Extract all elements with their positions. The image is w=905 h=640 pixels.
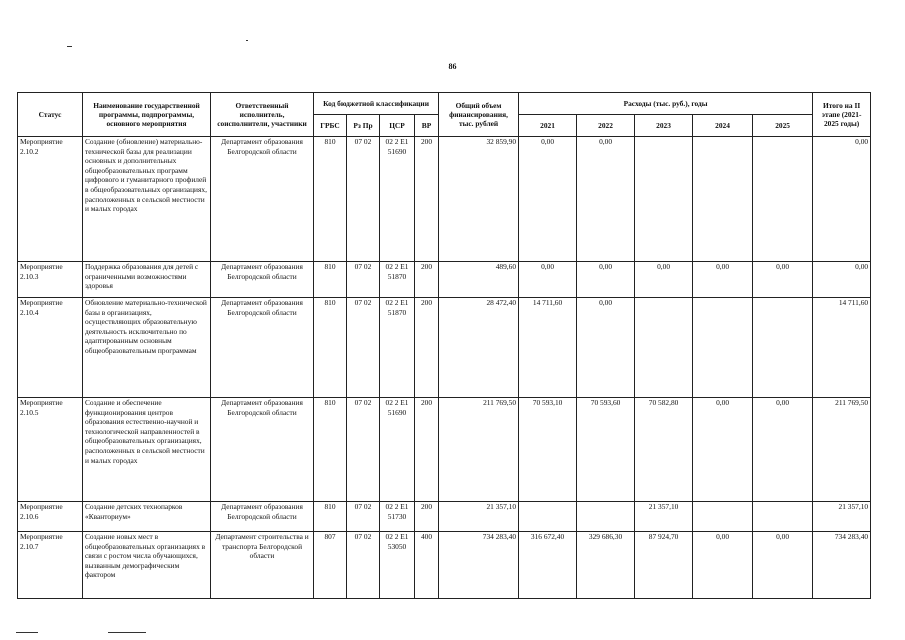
cell-2021: 0,00 bbox=[519, 262, 577, 298]
cell-stage-total: 21 357,10 bbox=[813, 502, 871, 532]
cell-csr: 02 2 E1 53050 bbox=[380, 532, 415, 599]
cell-grbs: 810 bbox=[314, 398, 347, 502]
table-row bbox=[18, 137, 871, 262]
cell-name: Поддержка образования для детей с ограниченными возможностями здоровья bbox=[83, 262, 211, 298]
page-number: 86 bbox=[448, 62, 457, 71]
cell-vr: 200 bbox=[415, 262, 439, 298]
header-year-2024: 2024 bbox=[693, 115, 753, 137]
cell-2021: 316 672,40 bbox=[519, 532, 577, 599]
header-executor: Ответственный исполнитель, соисполнители, участники bbox=[211, 93, 314, 137]
cell-status: Мероприятие 2.10.7 bbox=[18, 532, 83, 599]
cell-2024: 0,00 bbox=[693, 398, 753, 502]
cell-2022: 0,00 bbox=[577, 137, 635, 262]
cell-total: 489,60 bbox=[439, 262, 519, 298]
cell-executor: Департамент образования Белгородской области bbox=[211, 137, 314, 262]
cell-status: Мероприятие 2.10.2 bbox=[18, 137, 83, 262]
scan-mark-top-center bbox=[246, 40, 248, 41]
cell-executor: Департамент строительства и транспорта Белгородской области bbox=[211, 532, 314, 599]
cell-grbs: 810 bbox=[314, 262, 347, 298]
cell-grbs: 810 bbox=[314, 298, 347, 398]
cell-total: 21 357,10 bbox=[439, 502, 519, 532]
cell-stage-total: 0,00 bbox=[813, 262, 871, 298]
cell-vr: 200 bbox=[415, 502, 439, 532]
cell-total: 32 859,90 bbox=[439, 137, 519, 262]
cell-csr: 02 2 E1 51690 bbox=[380, 137, 415, 262]
cell-total: 28 472,40 bbox=[439, 298, 519, 398]
cell-vr: 200 bbox=[415, 137, 439, 262]
header-year-2025: 2025 bbox=[753, 115, 813, 137]
header-vr: ВР bbox=[415, 115, 439, 137]
cell-status: Мероприятие 2.10.3 bbox=[18, 262, 83, 298]
cell-rz-pr: 07 02 bbox=[347, 262, 380, 298]
header-expenses: Расходы (тыс. руб.), годы bbox=[519, 93, 813, 115]
cell-2023: 70 582,80 bbox=[635, 398, 693, 502]
header-csr: ЦСР bbox=[380, 115, 415, 137]
cell-2024: 0,00 bbox=[693, 532, 753, 599]
cell-stage-total: 0,00 bbox=[813, 137, 871, 262]
cell-2023: 87 924,70 bbox=[635, 532, 693, 599]
cell-name: Создание (обновление) материально-технической базы для реализации основных и дополнительных общеобразовательных программ цифрового и гуманитарного профилей в общеобразовательных организациях, расположенных в сельской местности и малых городах bbox=[83, 137, 211, 262]
cell-executor: Департамент образования Белгородской области bbox=[211, 398, 314, 502]
cell-executor: Департамент образования Белгородской области bbox=[211, 262, 314, 298]
cell-executor: Департамент образования Белгородской области bbox=[211, 298, 314, 398]
cell-2025: 0,00 bbox=[753, 532, 813, 599]
cell-2021: 14 711,60 bbox=[519, 298, 577, 398]
table-row bbox=[18, 262, 871, 298]
header-year-2022: 2022 bbox=[577, 115, 635, 137]
table-row bbox=[18, 298, 871, 398]
cell-rz-pr: 07 02 bbox=[347, 398, 380, 502]
cell-name: Создание и обеспечение функционирования центров образования естественно-научной и технологической направленностей в общеобразовательных организациях, расположенных в сельской местности и малых городах bbox=[83, 398, 211, 502]
scan-mark-bottom-left-2 bbox=[108, 632, 146, 633]
cell-2023 bbox=[635, 137, 693, 262]
table-row bbox=[18, 398, 871, 502]
cell-total: 211 769,50 bbox=[439, 398, 519, 502]
cell-2024 bbox=[693, 137, 753, 262]
cell-2022: 329 686,30 bbox=[577, 532, 635, 599]
cell-2024 bbox=[693, 298, 753, 398]
table-row bbox=[18, 532, 871, 599]
cell-vr: 200 bbox=[415, 298, 439, 398]
cell-csr: 02 2 E1 51730 bbox=[380, 502, 415, 532]
scan-mark-bottom-left bbox=[16, 632, 38, 633]
cell-stage-total: 734 283,40 bbox=[813, 532, 871, 599]
header-year-2021: 2021 bbox=[519, 115, 577, 137]
cell-2025 bbox=[753, 137, 813, 262]
cell-2021: 70 593,10 bbox=[519, 398, 577, 502]
cell-rz-pr: 07 02 bbox=[347, 502, 380, 532]
cell-name: Обновление материально-технической базы в организациях, осуществляющих образовательную деятельность исключительно по адаптированным основным общеобразовательным программам bbox=[83, 298, 211, 398]
cell-rz-pr: 07 02 bbox=[347, 298, 380, 398]
header-total-volume: Общий объем финансирования, тыс. рублей bbox=[439, 93, 519, 137]
cell-total: 734 283,40 bbox=[439, 532, 519, 599]
cell-executor: Департамент образования Белгородской области bbox=[211, 502, 314, 532]
cell-status: Мероприятие 2.10.6 bbox=[18, 502, 83, 532]
header-budget-code: Код бюджетной классификации bbox=[314, 93, 439, 115]
cell-2022: 0,00 bbox=[577, 298, 635, 398]
cell-status: Мероприятие 2.10.5 bbox=[18, 398, 83, 502]
cell-csr: 02 2 E1 51870 bbox=[380, 262, 415, 298]
cell-2025: 0,00 bbox=[753, 398, 813, 502]
cell-stage-total: 14 711,60 bbox=[813, 298, 871, 398]
cell-2022 bbox=[577, 502, 635, 532]
cell-2021: 0,00 bbox=[519, 137, 577, 262]
cell-2023: 21 357,10 bbox=[635, 502, 693, 532]
cell-2025: 0,00 bbox=[753, 262, 813, 298]
table-row bbox=[18, 502, 871, 532]
header-rz-pr: Рз Пр bbox=[347, 115, 380, 137]
cell-2022: 70 593,60 bbox=[577, 398, 635, 502]
cell-2023 bbox=[635, 298, 693, 398]
cell-grbs: 810 bbox=[314, 137, 347, 262]
cell-vr: 200 bbox=[415, 398, 439, 502]
cell-csr: 02 2 E1 51870 bbox=[380, 298, 415, 398]
cell-2023: 0,00 bbox=[635, 262, 693, 298]
header-year-2023: 2023 bbox=[635, 115, 693, 137]
cell-2024 bbox=[693, 502, 753, 532]
cell-2025 bbox=[753, 502, 813, 532]
cell-2021 bbox=[519, 502, 577, 532]
cell-csr: 02 2 E1 51690 bbox=[380, 398, 415, 502]
header-status: Статус bbox=[18, 93, 83, 137]
cell-stage-total: 211 769,50 bbox=[813, 398, 871, 502]
cell-2022: 0,00 bbox=[577, 262, 635, 298]
cell-name: Создание новых мест в общеобразовательных организациях в связи с ростом числа обучающихся, вызванным демографическим фактором bbox=[83, 532, 211, 599]
cell-rz-pr: 07 02 bbox=[347, 532, 380, 599]
cell-vr: 400 bbox=[415, 532, 439, 599]
header-grbs: ГРБС bbox=[314, 115, 347, 137]
header-name: Наименование государственной программы, подпрограммы, основного мероприятия bbox=[83, 93, 211, 137]
cell-2024: 0,00 bbox=[693, 262, 753, 298]
scan-mark-top-left bbox=[67, 46, 72, 47]
cell-2025 bbox=[753, 298, 813, 398]
cell-grbs: 810 bbox=[314, 502, 347, 532]
cell-name: Создание детских технопарков «Кванториум» bbox=[83, 502, 211, 532]
budget-table bbox=[17, 92, 871, 599]
header-stage-total: Итого на II этапе (2021-2025 годы) bbox=[813, 93, 871, 137]
cell-rz-pr: 07 02 bbox=[347, 137, 380, 262]
cell-status: Мероприятие 2.10.4 bbox=[18, 298, 83, 398]
cell-grbs: 807 bbox=[314, 532, 347, 599]
